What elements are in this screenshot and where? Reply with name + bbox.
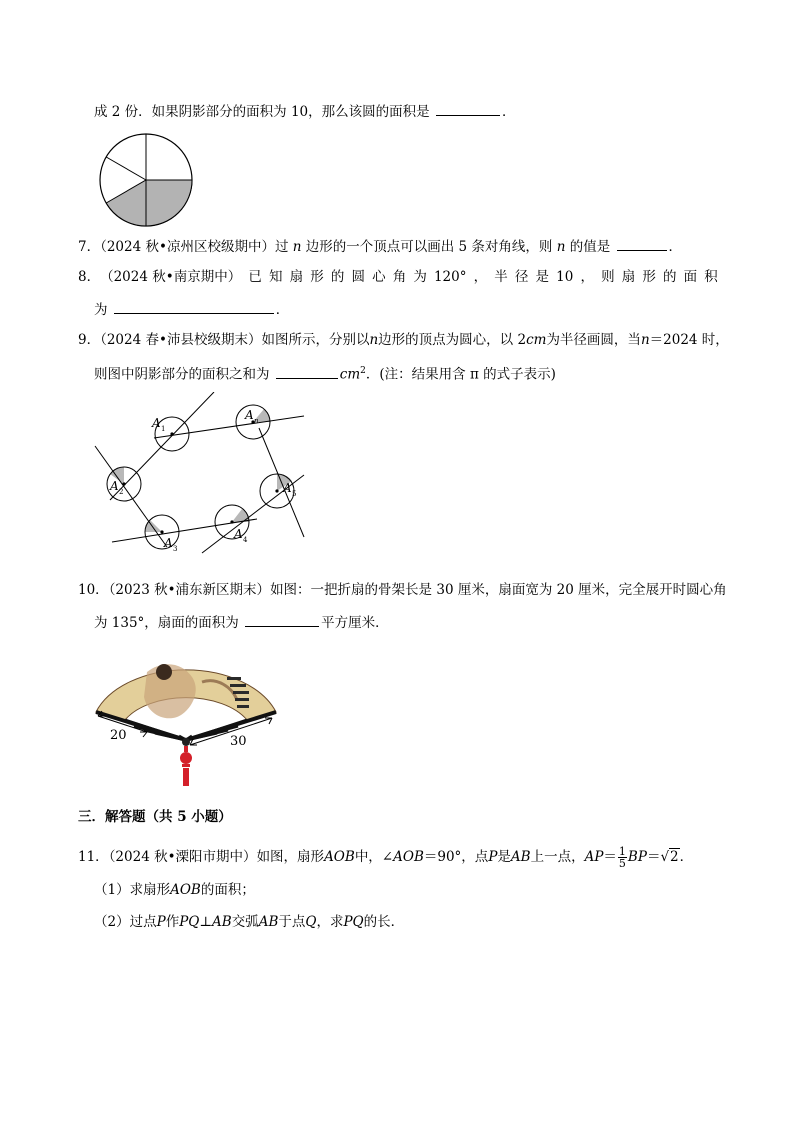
q8-word: 圆 [351, 269, 365, 285]
q7-text-b: 边形的一个顶点可以画出 5 条对角线，则 [305, 239, 553, 255]
line-an-a5 [259, 428, 304, 537]
q10-source: （2023 秋•浦东新区期末） [108, 582, 271, 598]
q9-line2-b: ．(注：结果用含 π 的式子表示) [365, 366, 556, 383]
vertex-a5 [275, 489, 278, 492]
label-a3-sub: 3 [173, 545, 178, 553]
q7-end: ． [668, 239, 683, 255]
q8-line2 [94, 299, 289, 319]
q11-sub2-perp: ⊥ [199, 914, 213, 930]
q8-word: 半 [494, 269, 508, 285]
q8-answer-blank[interactable] [114, 299, 274, 314]
q10-line1 [78, 581, 727, 599]
label-a1-sub: 1 [161, 425, 166, 433]
q11-line1 [78, 846, 693, 869]
vertex-a1 [170, 432, 173, 435]
q11-var-ab: AB [510, 849, 531, 865]
q6-end: ． [501, 104, 516, 120]
q8-word: 则 [601, 269, 615, 285]
q8-source: （2024 秋•南京期中） [100, 269, 242, 285]
q9-unit-cm2: cm [339, 366, 361, 383]
q8-word: 10 [556, 269, 574, 285]
q11-sub2-var-ab-2: AB [258, 914, 279, 930]
q11-var-aob-2: AOB [393, 849, 424, 865]
q11-sub1-a: （1）求扇形 [94, 882, 171, 898]
q7-text-a: 过 [274, 239, 289, 255]
q8-word: 知 [268, 269, 283, 285]
q8-end: ． [275, 302, 290, 318]
q6-text: 成 2 份．如果阴影部分的面积为 10，那么该圆的面积是 [94, 104, 430, 120]
q11-text-a: 如图，扇形 [256, 849, 325, 865]
q8-word: 是 [535, 269, 549, 285]
q8-line2-prefix: 为 [94, 302, 108, 318]
q8-word: 的 [330, 269, 345, 285]
q11-text-e: 上一点， [530, 849, 585, 865]
q11-sub2-var-q: Q [305, 914, 317, 930]
fan-tassel [180, 746, 192, 786]
q11-sub1-var: AOB [170, 882, 201, 898]
q8-word: ， [473, 269, 488, 285]
q11-frac-den: 5 [618, 857, 626, 870]
q9-answer-blank[interactable] [276, 364, 338, 379]
q11-var-aob: AOB [324, 849, 355, 865]
q8-word: 形 [310, 269, 324, 285]
label-an: A [245, 408, 254, 422]
q9-source: （2024 春•沛县校级期末） [100, 332, 262, 348]
fan-pivot [182, 738, 190, 746]
q11-text-b: 中，∠ [354, 849, 394, 865]
q8-line1-words [100, 268, 718, 286]
vertex-a4 [230, 520, 233, 523]
q7-var-n-2: n [556, 239, 566, 255]
sector-a4 [232, 509, 249, 522]
q8-word: 已 [248, 269, 262, 285]
q11-sub2-var-p: P [156, 914, 166, 930]
q9-unit-cm: cm [526, 332, 547, 348]
q11-eq2: ＝ [646, 849, 661, 865]
label-a5: A [283, 481, 292, 495]
q9-var-n: n [369, 332, 379, 348]
q6-pie-figure [94, 133, 198, 227]
q7-line [78, 236, 682, 256]
q11-sub2-var-pq-2: PQ [343, 914, 364, 930]
label-20: 20 [110, 728, 127, 743]
q11-text-d: 是 [497, 849, 511, 865]
q8-word: 心 [372, 269, 386, 285]
q11-sub2-var-pq: PQ [179, 914, 200, 930]
q9-unit-sup: 2 [360, 366, 366, 376]
q10-fan-figure [92, 642, 280, 790]
q8-word: 面 [683, 269, 698, 285]
q9-line2-a: 则图中阴影部分的面积之和为 [94, 366, 270, 383]
q11-sqrt-sign: √ [660, 849, 670, 865]
q11-frac-num: 1 [618, 845, 626, 858]
label-a4-sub: 4 [243, 536, 248, 544]
q8-number: 8． [78, 269, 101, 285]
q9-text-c: 为半径画圆，当 [546, 332, 641, 348]
q6-line [94, 101, 515, 121]
q10-answer-blank[interactable] [245, 612, 319, 627]
q9-line2 [94, 362, 556, 384]
dim-arrowhead-20b [140, 732, 147, 737]
q8-word: 扇 [621, 269, 636, 285]
q7-source: （2024 秋•凉州区校级期中） [100, 239, 275, 255]
label-a1: A [152, 416, 161, 430]
q11-source: （2024 秋•溧阳市期中） [108, 849, 257, 865]
q11-text-c: ＝90°，点 [423, 849, 489, 865]
q11-sub2-b: 作 [165, 914, 180, 930]
q11-var-ap: AP [584, 849, 604, 865]
q6-answer-blank[interactable] [436, 101, 500, 116]
q8-word: 径 [514, 269, 529, 285]
q8-word: 积 [704, 269, 718, 285]
vertex-a3 [160, 530, 163, 533]
q8-line1 [78, 268, 718, 286]
q8-word: 为 [413, 269, 427, 285]
q11-sub1-b: 的面积； [200, 882, 255, 898]
q7-var-n: n [292, 239, 302, 255]
q11-end: ． [679, 849, 694, 865]
q11-sub2 [94, 913, 404, 931]
q11-sub2-d: 于点 [278, 914, 306, 930]
q11-sub2-var-ab: AB [212, 914, 232, 930]
q9-text-a: 如图所示，分别以 [261, 332, 370, 348]
q11-sqrt-value: 2 [670, 849, 679, 865]
q11-sub2-a: （2）过点 [94, 914, 157, 930]
q11-var-bp: BP [627, 849, 647, 865]
q10-text-a: 如图：一把折扇的骨架长是 30 厘米，扇面宽为 20 厘米，完全展开时圆心角 [270, 582, 727, 598]
q8-word: 120° [433, 269, 467, 285]
q7-text-c: 的值是 [569, 239, 611, 255]
q10-number: 10． [78, 582, 109, 598]
q9-text-d: ＝2024 时， [649, 332, 729, 348]
label-a5-sub: 5 [292, 490, 297, 498]
label-a4: A [234, 527, 243, 541]
label-an-sub: n [254, 417, 259, 425]
label-a2-sub: 2 [119, 488, 124, 496]
line-a2-a3 [95, 446, 167, 547]
label-a3: A [164, 536, 173, 550]
label-a2: A [110, 479, 119, 493]
fan-painting-head [156, 664, 172, 680]
line-a2-a1 [110, 392, 214, 500]
q9-polygon-figure [92, 392, 307, 557]
q10-line2-a: 为 135°，扇面的面积为 [94, 615, 239, 631]
q11-fraction [618, 846, 627, 869]
q11-sub2-f: 的长． [363, 914, 405, 930]
q8-word: 形 [642, 269, 656, 285]
section3-title: 三．解答题（共 5 小题） [78, 809, 232, 825]
q11-eq: ＝ [603, 849, 617, 865]
q11-sub2-e: ，求 [316, 914, 344, 930]
vertex-a2 [122, 482, 125, 485]
q8-word: 角 [392, 269, 407, 285]
q11-sub1 [94, 881, 255, 899]
label-30: 30 [230, 734, 247, 749]
q8-word: ， [580, 269, 594, 285]
line-a1-an [154, 416, 304, 438]
q9-line1 [78, 331, 729, 349]
q11-number: 11． [78, 849, 109, 865]
q7-answer-blank[interactable] [617, 236, 667, 251]
q9-text-b: 边形的顶点为圆心，以 2 [378, 332, 527, 348]
q9-var-n-2: n [640, 332, 650, 348]
q11-var-p: P [488, 849, 498, 865]
sector-a3 [145, 520, 162, 532]
q10-line2 [94, 612, 389, 632]
q8-word: 扇 [289, 269, 304, 285]
q9-number: 9． [78, 332, 101, 348]
q11-sub2-c: 交弧 [231, 914, 259, 930]
q10-line2-b: 平方厘米． [321, 615, 389, 631]
q7-number: 7． [78, 239, 101, 255]
pie-shaded-quarter [146, 180, 192, 226]
q8-word: 的 [662, 269, 677, 285]
